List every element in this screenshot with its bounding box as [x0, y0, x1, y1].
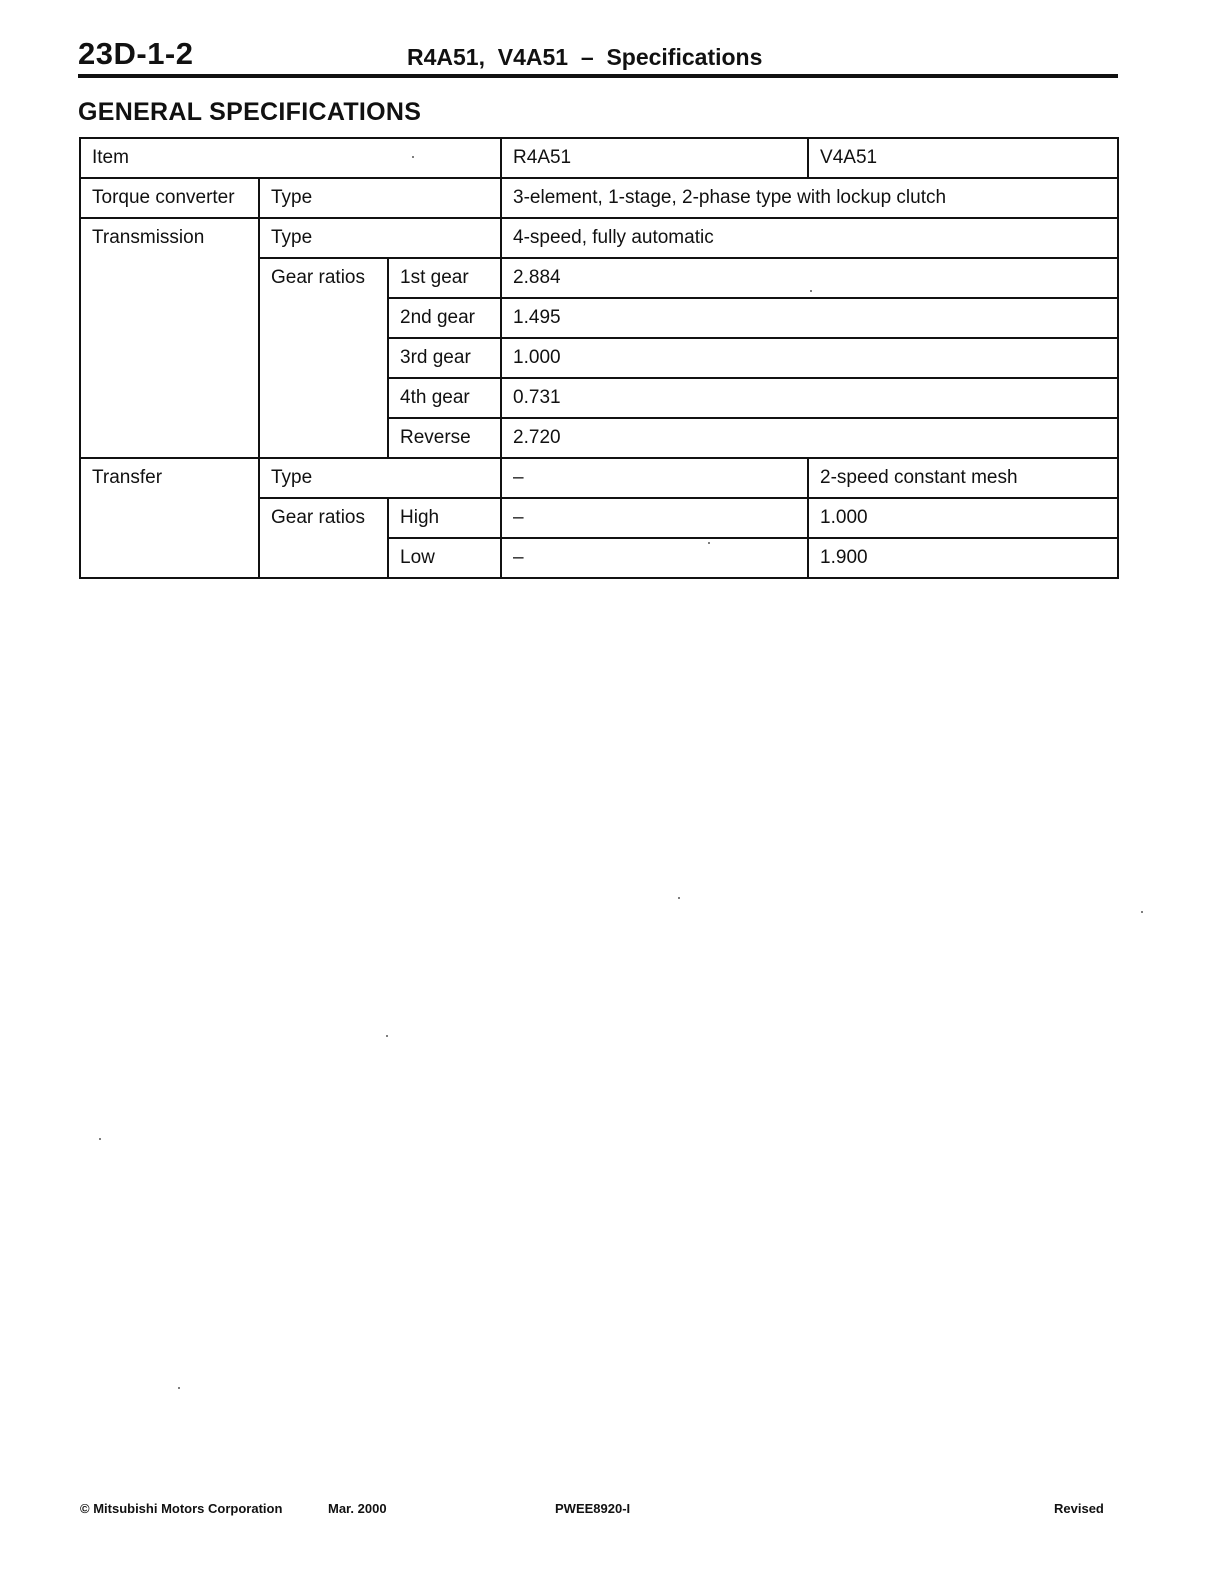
transmission-gear-ratios-label: Gear ratios — [259, 258, 388, 458]
gear-ratio: 2.884 — [501, 258, 1118, 298]
transfer-type-r4a51: – — [501, 458, 808, 498]
header-r4a51: R4A51 — [501, 138, 808, 178]
transfer-type-label: Type — [259, 458, 501, 498]
scan-speck — [386, 1035, 388, 1037]
scan-speck — [178, 1387, 180, 1389]
page-number: 23D-1-2 — [78, 36, 194, 71]
table-row — [80, 178, 1118, 218]
transfer-range: Low — [388, 538, 501, 578]
gear-ratio: 1.495 — [501, 298, 1118, 338]
transfer-ratio-v4a51: 1.000 — [808, 498, 1118, 538]
torque-converter-type-label: Type — [259, 178, 501, 218]
transfer-label: Transfer — [80, 458, 259, 578]
scan-speck — [678, 897, 680, 899]
torque-converter-label: Torque converter — [80, 178, 259, 218]
transfer-ratio-r4a51: – — [501, 538, 808, 578]
transmission-type-value: 4-speed, fully automatic — [501, 218, 1118, 258]
gear-name: 4th gear — [388, 378, 501, 418]
torque-converter-type-value: 3-element, 1-stage, 2-phase type with lockup clutch — [501, 178, 1118, 218]
transfer-type-v4a51: 2-speed constant mesh — [808, 458, 1118, 498]
transfer-range: High — [388, 498, 501, 538]
transfer-gear-ratios-label: Gear ratios — [259, 498, 388, 578]
gear-name: 2nd gear — [388, 298, 501, 338]
gear-name: 3rd gear — [388, 338, 501, 378]
gear-ratio: 1.000 — [501, 338, 1118, 378]
transfer-ratio-r4a51: – — [501, 498, 808, 538]
footer-document-code: PWEE8920-I — [555, 1501, 631, 1516]
section-heading: GENERAL SPECIFICATIONS — [78, 98, 422, 126]
footer-date: Mar. 2000 — [328, 1501, 387, 1516]
header-v4a51: V4A51 — [808, 138, 1118, 178]
transmission-type-label: Type — [259, 218, 501, 258]
scan-speck — [99, 1138, 101, 1140]
header-rule — [78, 74, 1118, 78]
page-header-title: R4A51, V4A51 – Specifications — [407, 44, 763, 70]
general-specifications-table — [79, 137, 1119, 579]
transfer-ratio-v4a51: 1.900 — [808, 538, 1118, 578]
gear-ratio: 0.731 — [501, 378, 1118, 418]
gear-ratio: 2.720 — [501, 418, 1118, 458]
table-header-row — [80, 138, 1118, 178]
header-item: Item — [80, 138, 501, 178]
gear-name: Reverse — [388, 418, 501, 458]
transmission-label: Transmission — [80, 218, 259, 458]
footer-status: Revised — [1054, 1501, 1104, 1516]
table-row — [80, 458, 1118, 498]
scan-speck — [412, 156, 414, 158]
scan-speck — [1141, 911, 1143, 913]
gear-name: 1st gear — [388, 258, 501, 298]
scan-speck — [810, 290, 812, 292]
footer-copyright: © Mitsubishi Motors Corporation — [80, 1501, 283, 1516]
scan-speck — [708, 542, 710, 544]
table-row — [80, 218, 1118, 258]
